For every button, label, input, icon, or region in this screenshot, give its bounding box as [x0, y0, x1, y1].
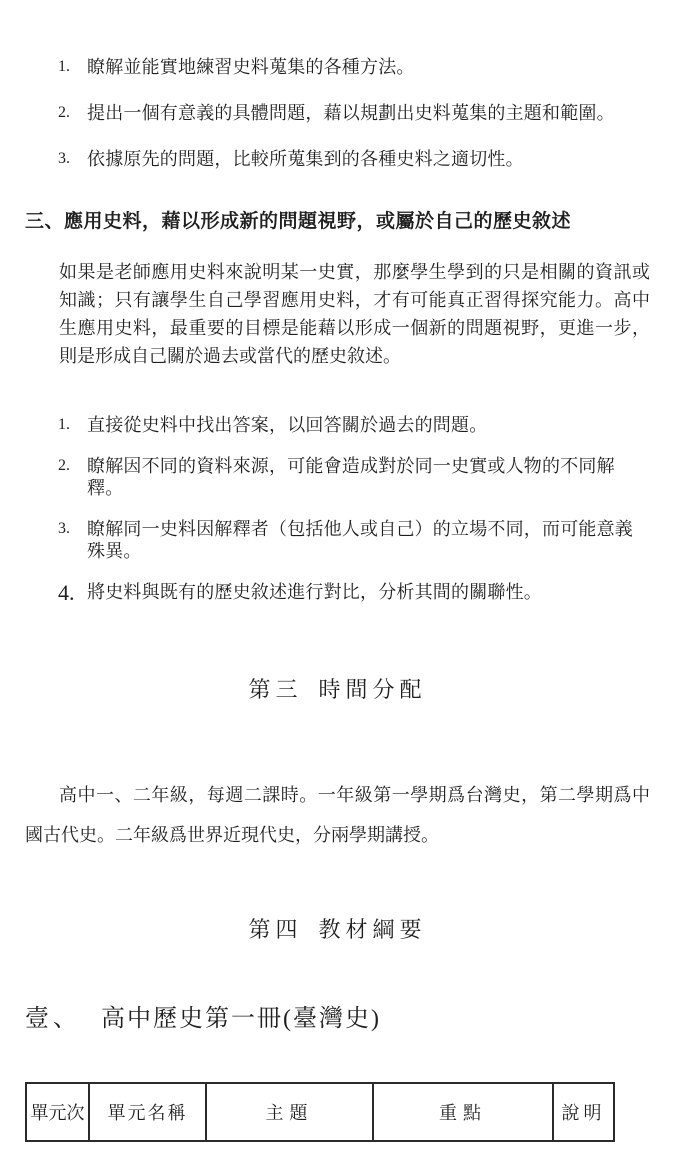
- list-item-number: 1.: [58, 416, 70, 433]
- list-item-number: 4.: [58, 580, 75, 605]
- column-header-notes: 說明: [553, 1083, 614, 1141]
- column-header-key-points: 重點: [373, 1083, 553, 1141]
- chapter-heading-material-outline: [25, 917, 650, 943]
- volume-heading-taiwan-history: [25, 1005, 650, 1034]
- chapter-label: 第三: [248, 677, 303, 702]
- list-item-text: 提出一個有意義的具體問題，藉以規劃出史料蒐集的主題和範圍。: [87, 103, 615, 123]
- list-item-number: 3.: [58, 150, 70, 167]
- list-item: [25, 581, 650, 605]
- list-item-text: 將史料與既有的歷史敘述進行對比，分析其間的關聯性。: [87, 582, 542, 602]
- volume-label: 壹、: [25, 1006, 81, 1032]
- list-item: [25, 518, 650, 562]
- list-item: [25, 56, 650, 78]
- column-header-unit-number: 單元次: [26, 1083, 89, 1141]
- list-item-number: 1.: [58, 58, 70, 75]
- list-item: [25, 102, 650, 124]
- unit-outline-table: [25, 1082, 615, 1142]
- application-list: [25, 414, 650, 605]
- column-header-unit-name: 單元名稱: [89, 1083, 206, 1141]
- chapter-label: 第四: [248, 917, 303, 942]
- volume-title: 高中歷史第一冊(臺灣史): [101, 1006, 381, 1032]
- table-header-row: [26, 1083, 614, 1141]
- list-item-text: 瞭解同一史料因解釋者（包括他人或自己）的立場不同，而可能意義殊異。: [87, 519, 633, 561]
- list-item-number: 2.: [58, 104, 70, 121]
- list-item-number: 3.: [58, 520, 70, 537]
- chapter-heading-time-allocation: [25, 677, 650, 703]
- section-heading-application: 三、應用史料，藉以形成新的問題視野，或屬於自己的歷史敘述: [25, 211, 572, 232]
- list-item: [25, 414, 650, 436]
- column-header-topic: 主題: [206, 1083, 373, 1141]
- list-item: [25, 455, 650, 499]
- list-item: [25, 148, 650, 170]
- time-allocation-paragraph: 高中一、二年級，每週二課時。一年級第一學期爲台灣史，第二學期爲中國古代史。二年級爲世界近現代史，分兩學期講授。: [25, 785, 650, 845]
- list-item-text: 瞭解並能實地練習史料蒐集的各種方法。: [87, 57, 415, 77]
- list-item-text: 直接從史料中找出答案，以回答關於過去的問題。: [87, 415, 488, 435]
- chapter-title: 教材綱要: [318, 917, 427, 942]
- list-item-text: 瞭解因不同的資料來源，可能會造成對於同一史實或人物的不同解釋。: [87, 456, 615, 498]
- collection-method-list: [25, 56, 650, 170]
- list-item-text: 依據原先的問題，比較所蒐集到的各種史料之適切性。: [87, 149, 524, 169]
- application-paragraph: 如果是老師應用史料來說明某一史實，那麼學生學到的只是相關的資訊或知識；只有讓學生自己學習應用史料，才有可能真正習得探究能力。高中生應用史料，最重要的目標是能藉以形成一個新的問題視野，更進一步，則是形成自己關於過去或當代的歷史敘述。: [59, 262, 650, 366]
- chapter-title: 時間分配: [318, 677, 427, 702]
- list-item-number: 2.: [58, 457, 70, 474]
